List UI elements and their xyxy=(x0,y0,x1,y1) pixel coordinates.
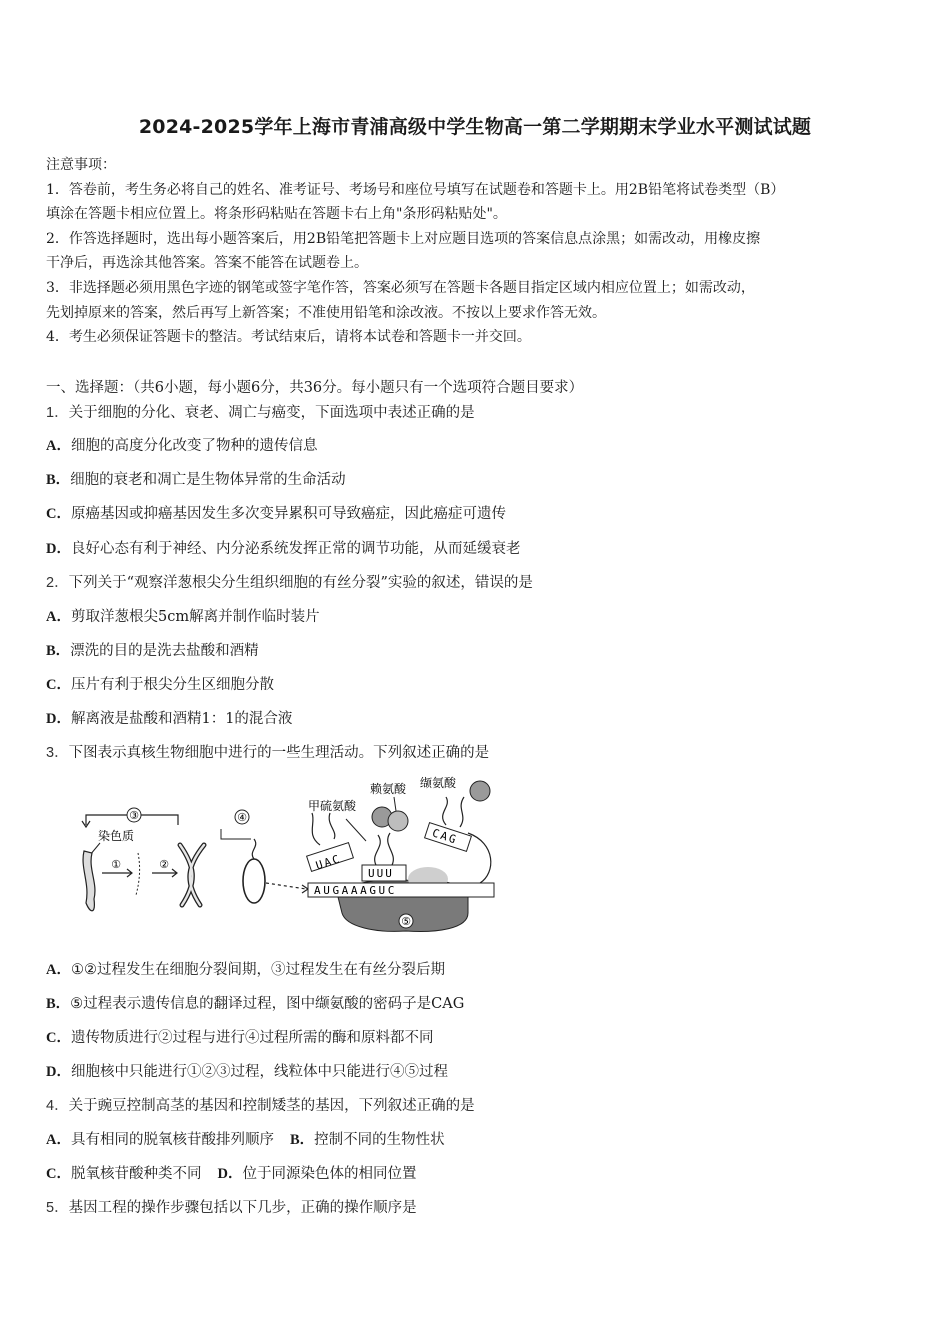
option-text: 解离液是盐酸和酒精1：1的混合液 xyxy=(70,711,293,727)
methionine-label: 甲硫氨酸 xyxy=(308,799,357,813)
option-text: 良好心态有利于神经、内分泌系统发挥正常的调节功能，从而延缓衰老 xyxy=(70,541,521,557)
option-text: ⑤过程表示遗传信息的翻译过程，图中缬氨酸的密码子是CAG xyxy=(70,996,465,1012)
trna-arm xyxy=(312,813,320,845)
notice-heading: 注意事项： xyxy=(46,157,116,173)
label-4: ④ xyxy=(237,811,247,824)
pointer-line xyxy=(394,797,396,811)
mrna-sequence: AUGAAAGUC xyxy=(314,884,398,897)
label-1: ① xyxy=(111,858,121,871)
option-label: A． xyxy=(46,609,71,625)
circular-dna xyxy=(243,859,265,903)
option-text: 遗传物质进行②过程与进行④过程所需的酶和原料都不同 xyxy=(70,1030,434,1046)
question-4-options-cd xyxy=(46,1162,416,1183)
option-text: 剪取洋葱根尖5cm解离并制作临时装片 xyxy=(70,609,320,625)
question-number: 2． xyxy=(46,575,69,591)
notice-line: 4．考生必须保证答题卡的整洁。考试结束后，请将本试卷和答题卡一并交回。 xyxy=(46,329,531,346)
label-2: ② xyxy=(159,858,169,871)
option-label: A． xyxy=(46,438,71,454)
option-label: B． xyxy=(289,1132,315,1148)
option-label: A． xyxy=(46,1132,71,1148)
option-label: C． xyxy=(46,506,71,522)
option-label: B． xyxy=(46,996,71,1012)
trna-arm xyxy=(443,797,448,825)
question-1-stem xyxy=(46,401,475,422)
notice-line: 先划掉原来的答案，然后再写上新答案；不准使用铅笔和涂改液。不按以上要求作答无效。 xyxy=(46,304,606,321)
notice-line: 填涂在答题卡相应位置上。将条形码粘贴在答题卡右上角"条形码粘贴处"。 xyxy=(46,206,507,223)
trna-arm xyxy=(375,835,381,865)
option-label: A． xyxy=(46,962,71,978)
question-1-option-c xyxy=(46,502,506,523)
question-4-stem xyxy=(46,1094,475,1115)
question-text: 基因工程的操作步骤包括以下几步，正确的操作顺序是 xyxy=(68,1200,417,1216)
question-2-option-c xyxy=(46,673,274,694)
dna-strand xyxy=(136,853,140,895)
question-2-stem xyxy=(46,571,533,592)
notice-line: 干净后，再选涂其他答案。答案不能答在试题卷上。 xyxy=(46,255,368,272)
option-text: 细胞核中只能进行①②③过程，线粒体中只能进行④⑤过程 xyxy=(70,1064,448,1080)
option-label: B． xyxy=(46,643,71,659)
label-3: ③ xyxy=(129,809,139,822)
question-2-option-d xyxy=(46,707,292,728)
chromatin-label: 染色质 xyxy=(98,829,135,843)
dashed-arrow xyxy=(266,883,306,889)
question-1-option-d xyxy=(46,537,520,558)
option-text: ①②过程发生在细胞分裂间期，③过程发生在有丝分裂后期 xyxy=(70,962,445,978)
anticodon-label: UAC xyxy=(314,852,343,873)
question-text: 下图表示真核生物细胞中进行的一些生理活动。下列叙述正确的是 xyxy=(68,745,490,761)
option-label: C． xyxy=(46,1166,71,1182)
valine-label: 缬氨酸 xyxy=(420,776,457,790)
notice-line: 1．答卷前，考生务必将自己的姓名、准考证号、考场号和座位号填写在试题卷和答题卡上。用2B铅笔将试卷类型（B） xyxy=(46,181,785,198)
option-label: D． xyxy=(46,711,71,727)
option-text: 脱氧核苷酸种类不同 xyxy=(70,1166,202,1182)
anticodon-label: CAG xyxy=(430,826,460,847)
amino-acid xyxy=(470,781,490,801)
notice-block xyxy=(46,153,906,350)
question-text: 下列关于“观察洋葱根尖分生组织细胞的有丝分裂”实验的叙述，错误的是 xyxy=(68,575,533,591)
question-1-option-b xyxy=(46,468,346,489)
amino-acid xyxy=(388,811,408,831)
label-5: ⑤ xyxy=(401,915,411,928)
question-3-option-a xyxy=(46,958,445,979)
question-text: 关于细胞的分化、衰老、凋亡与癌变，下面选项中表述正确的是 xyxy=(68,405,475,421)
option-text: 细胞的高度分化改变了物种的遗传信息 xyxy=(70,438,318,454)
question-3-option-b xyxy=(46,992,464,1013)
option-text: 原癌基因或抑癌基因发生多次变异累积可导致癌症，因此癌症可遗传 xyxy=(70,506,506,522)
lysine-label: 赖氨酸 xyxy=(370,782,407,796)
option-label: B． xyxy=(46,472,71,488)
option-text: 位于同源染色体的相同位置 xyxy=(242,1166,417,1182)
mrna-loop xyxy=(468,833,491,883)
notice-line: 2．作答选择题时，选出每小题答案后，用2B铅笔把答题卡上对应题目选项的答案信息点涂黑；如需改动，用橡皮擦 xyxy=(46,230,761,247)
anticodon-label: UUU xyxy=(368,867,394,880)
page-title: 2024-2025学年上海市青浦高级中学生物高一第二学期期末学业水平测试试题 xyxy=(138,116,812,138)
question-3-option-c xyxy=(46,1026,433,1047)
trna-arm xyxy=(460,797,464,827)
question-2-option-b xyxy=(46,639,259,660)
question-text: 关于豌豆控制高茎的基因和控制矮茎的基因，下列叙述正确的是 xyxy=(68,1098,475,1114)
question-number: 3． xyxy=(46,745,69,761)
question-4-options-ab xyxy=(46,1128,445,1149)
bracket-line xyxy=(221,829,251,839)
option-label: D． xyxy=(46,541,71,557)
question-5-stem xyxy=(46,1196,417,1217)
chromatin-shape xyxy=(83,851,95,911)
question-3-option-d xyxy=(46,1060,448,1081)
question-number: 1． xyxy=(46,405,69,421)
question-number: 5． xyxy=(46,1200,69,1216)
question-3-stem xyxy=(46,741,489,762)
option-label: C． xyxy=(46,677,71,693)
question-2-option-a xyxy=(46,605,320,626)
option-label: D． xyxy=(46,1064,71,1080)
option-text: 具有相同的脱氧核苷酸排列顺序 xyxy=(70,1132,274,1148)
trna-arm xyxy=(388,833,394,865)
option-text: 细胞的衰老和凋亡是生物体异常的生命活动 xyxy=(70,472,346,488)
question-number: 4． xyxy=(46,1098,69,1114)
option-label: C． xyxy=(46,1030,71,1046)
option-label: D． xyxy=(217,1166,243,1182)
section-heading: 一、选择题：（共6小题，每小题6分，共36分。每小题只有一个选项符合题目要求） xyxy=(46,380,584,396)
option-text: 漂洗的目的是洗去盐酸和酒精 xyxy=(70,643,259,659)
dna-strand xyxy=(252,839,255,859)
option-text: 控制不同的生物性状 xyxy=(314,1132,445,1148)
genetic-process-figure xyxy=(76,773,506,938)
trna-arm xyxy=(329,813,335,839)
question-1-option-a xyxy=(46,434,317,455)
option-text: 压片有利于根尖分生区细胞分散 xyxy=(70,677,274,693)
pointer-line xyxy=(346,819,366,841)
notice-line: 3．非选择题必须用黑色字迹的钢笔或签字笔作答，答案必须写在答题卡各题目指定区域内相应位置上；如需改动， xyxy=(46,279,755,296)
